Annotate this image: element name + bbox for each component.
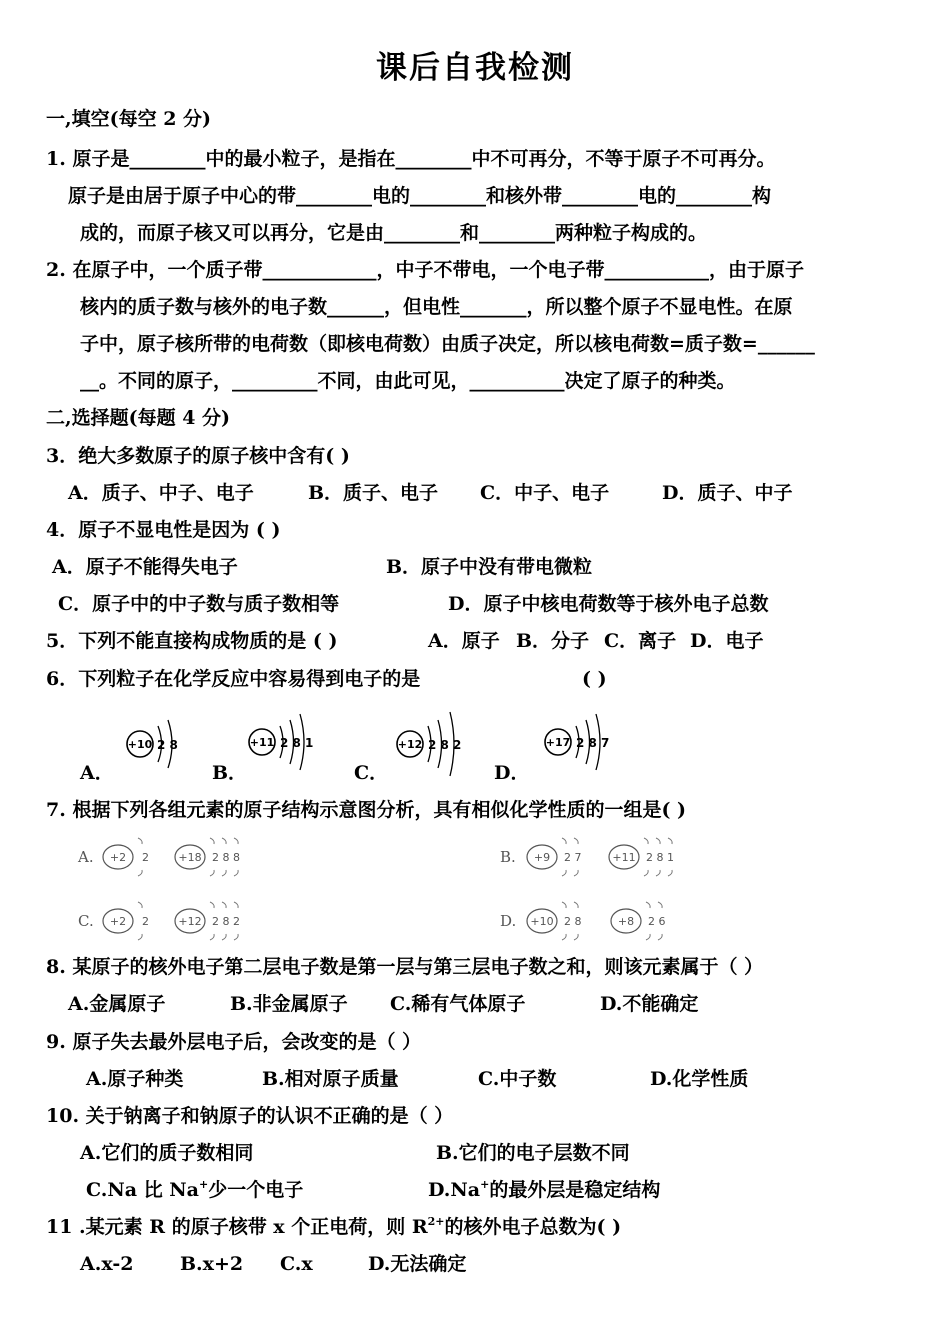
q10-option-c[interactable] (86, 1177, 303, 1203)
q11-option-b[interactable]: B.x+2 (180, 1253, 244, 1275)
q8-option-d[interactable]: D.不能确定 (600, 993, 699, 1015)
q10-option-d-text: D.Na (428, 1179, 481, 1201)
q2-line-4: __。不同的原子，_________不同，由此可见，__________决定了原子的种类。 (80, 370, 736, 392)
q2-line-2: 核内的质子数与核外的电子数______，但电性_______，所以整个原子不显电性。在原 (80, 296, 793, 318)
q6-b-shells: 2 8 1 (280, 736, 314, 750)
q5-option-a[interactable]: A．原子 (428, 630, 500, 652)
q10-option-d[interactable] (428, 1177, 660, 1203)
q6-option-b[interactable]: B． (212, 762, 248, 784)
q6-atom-diagram-b (244, 708, 324, 778)
q6-answer-paren: ( ) (582, 668, 607, 690)
q3-option-d[interactable]: D．质子、中子 (662, 482, 793, 504)
q4-option-d[interactable]: D．原子中核电荷数等于核外电子总数 (448, 593, 769, 615)
q10-option-b[interactable]: B.它们的电子层数不同 (436, 1142, 630, 1164)
q7-option-b[interactable] (498, 832, 698, 882)
q4-stem: 4．原子不显电性是因为 ( ) (46, 519, 281, 541)
q9-option-c[interactable]: C.中子数 (478, 1068, 557, 1090)
q5-option-c[interactable]: C．离子 (604, 630, 677, 652)
q4-option-b[interactable]: B．原子中没有带电微粒 (386, 556, 593, 578)
q10-option-d-tail: 的最外层是稳定结构 (489, 1179, 661, 1201)
q7-c-label: C. (78, 912, 94, 930)
q7-d-atom2-nucleus: +8 (617, 915, 635, 928)
q2-line-3: 子中，原子核所带的电荷数（即核电荷数）由质子决定，所以核电荷数=质子数=______ (80, 333, 815, 355)
section-choice-heading: 二,选择题(每题 4 分) (46, 407, 231, 429)
q10-stem: 10. 关于钠离子和钠原子的认识不正确的是（ ） (46, 1105, 454, 1127)
q10-option-c-tail: 少一个电子 (208, 1179, 304, 1201)
q7-b-atom1-shells: 2 7 (564, 851, 582, 864)
q7-c-atom1-nucleus: +2 (109, 915, 127, 928)
q1-line-2: 原子是由居于原子中心的带________电的________和核外带________电的________构 (68, 185, 772, 207)
q11-option-a[interactable]: A.x-2 (80, 1253, 134, 1275)
q11-stem-sup: 2+ (427, 1215, 445, 1228)
q10-option-d-sup: + (480, 1178, 490, 1191)
q8-option-b[interactable]: B.非金属原子 (230, 993, 348, 1015)
q7-a-label: A. (78, 848, 94, 866)
q11-stem-tail: 的核外电子总数为( ) (444, 1216, 622, 1238)
q2-line-1: 2. 在原子中，一个质子带____________，中子不带电，一个电子带___________，由于原子 (46, 259, 804, 281)
q3-option-a[interactable]: A．质子、中子、电子 (68, 482, 254, 504)
q6-atom-diagram-c (392, 708, 472, 778)
q9-option-d[interactable]: D.化学性质 (650, 1068, 749, 1090)
q8-option-c[interactable]: C.稀有气体原子 (390, 993, 526, 1015)
q11-stem (46, 1214, 910, 1240)
q11-stem-text: 11 .某元素 R 的原子核带 x 个正电荷，则 R (46, 1216, 428, 1238)
q6-atom-diagram-d (540, 708, 620, 778)
q6-option-a[interactable]: A． (80, 762, 114, 784)
q4-option-a[interactable]: A．原子不能得失电子 (52, 556, 238, 578)
q6-d-shells: 2 8 7 (576, 736, 610, 750)
q7-stem: 7. 根据下列各组元素的原子结构示意图分析，具有相似化学性质的一组是( ) (46, 799, 687, 821)
q11-option-d[interactable]: D.无法确定 (368, 1253, 467, 1275)
q7-a-atom2-shells: 2 8 8 (212, 851, 240, 864)
q9-option-a[interactable]: A.原子种类 (86, 1068, 184, 1090)
q11-option-c[interactable]: C.x (280, 1253, 313, 1275)
q6-stem: 6．下列粒子在化学反应中容易得到电子的是 (46, 668, 421, 690)
q7-c-atom1-shells: 2 (142, 915, 149, 928)
q7-b-atom2-nucleus: +11 (612, 851, 636, 864)
q6-option-d[interactable]: D． (494, 762, 530, 784)
q3-option-b[interactable]: B．质子、电子 (308, 482, 439, 504)
q6-c-shells: 2 8 2 (428, 738, 462, 752)
q4-option-c[interactable]: C．原子中的中子数与质子数相等 (58, 593, 340, 615)
q6-c-nucleus: +12 (397, 738, 423, 751)
section-fill-in-heading: 一,填空(每空 2 分) (46, 108, 212, 130)
q3-option-c[interactable]: C．中子、电子 (480, 482, 610, 504)
q6-a-shells: 2 8 (157, 738, 178, 752)
q8-option-a[interactable]: A.金属原子 (68, 993, 166, 1015)
q7-option-c[interactable] (76, 896, 266, 946)
page-title: 课后自我检测 (376, 50, 574, 86)
q7-a-atom2-nucleus: +18 (178, 851, 202, 864)
q7-b-atom1-nucleus: +9 (533, 851, 551, 864)
q3-stem: 3．绝大多数原子的原子核中含有( ) (46, 445, 350, 467)
q6-a-nucleus: +10 (127, 738, 153, 751)
q9-option-b[interactable]: B.相对原子质量 (262, 1068, 399, 1090)
q7-d-atom1-shells: 2 8 (564, 915, 582, 928)
q10-option-c-sup: + (199, 1178, 209, 1191)
q7-option-a[interactable] (76, 832, 266, 882)
q1-line-1: 1. 原子是________中的最小粒子，是指在________中不可再分，不等于原子不可再分。 (46, 148, 776, 170)
q5-option-d[interactable]: D．电子 (690, 630, 764, 652)
q9-stem: 9. 原子失去最外层电子后，会改变的是（ ） (46, 1031, 422, 1053)
q7-a-atom1-shells: 2 (142, 851, 149, 864)
q5-stem: 5．下列不能直接构成物质的是 ( ) (46, 630, 338, 652)
q7-option-d[interactable] (498, 896, 698, 946)
q7-d-atom1-nucleus: +10 (530, 915, 554, 928)
q10-option-a[interactable]: A.它们的质子数相同 (80, 1142, 254, 1164)
q6-d-nucleus: +17 (545, 736, 571, 749)
q6-atom-diagram-a (120, 708, 200, 778)
q6-b-nucleus: +11 (249, 736, 275, 749)
q7-c-atom2-nucleus: +12 (178, 915, 202, 928)
q7-d-label: D. (500, 912, 517, 930)
q7-c-atom2-shells: 2 8 2 (212, 915, 240, 928)
q1-line-3: 成的，而原子核又可以再分，它是由________和________两种粒子构成的。 (80, 222, 708, 244)
q7-b-label: B. (500, 848, 516, 866)
q7-b-atom2-shells: 2 8 1 (646, 851, 674, 864)
q7-d-atom2-shells: 2 6 (648, 915, 666, 928)
q5-option-b[interactable]: B．分子 (516, 630, 590, 652)
q8-stem: 8. 某原子的核外电子第二层电子数是第一层与第三层电子数之和，则该元素属于（ ） (46, 956, 764, 978)
q10-option-c-text: C.Na 比 Na (86, 1179, 199, 1201)
q6-option-c[interactable]: C． (354, 762, 389, 784)
q7-a-atom1-nucleus: +2 (109, 851, 127, 864)
